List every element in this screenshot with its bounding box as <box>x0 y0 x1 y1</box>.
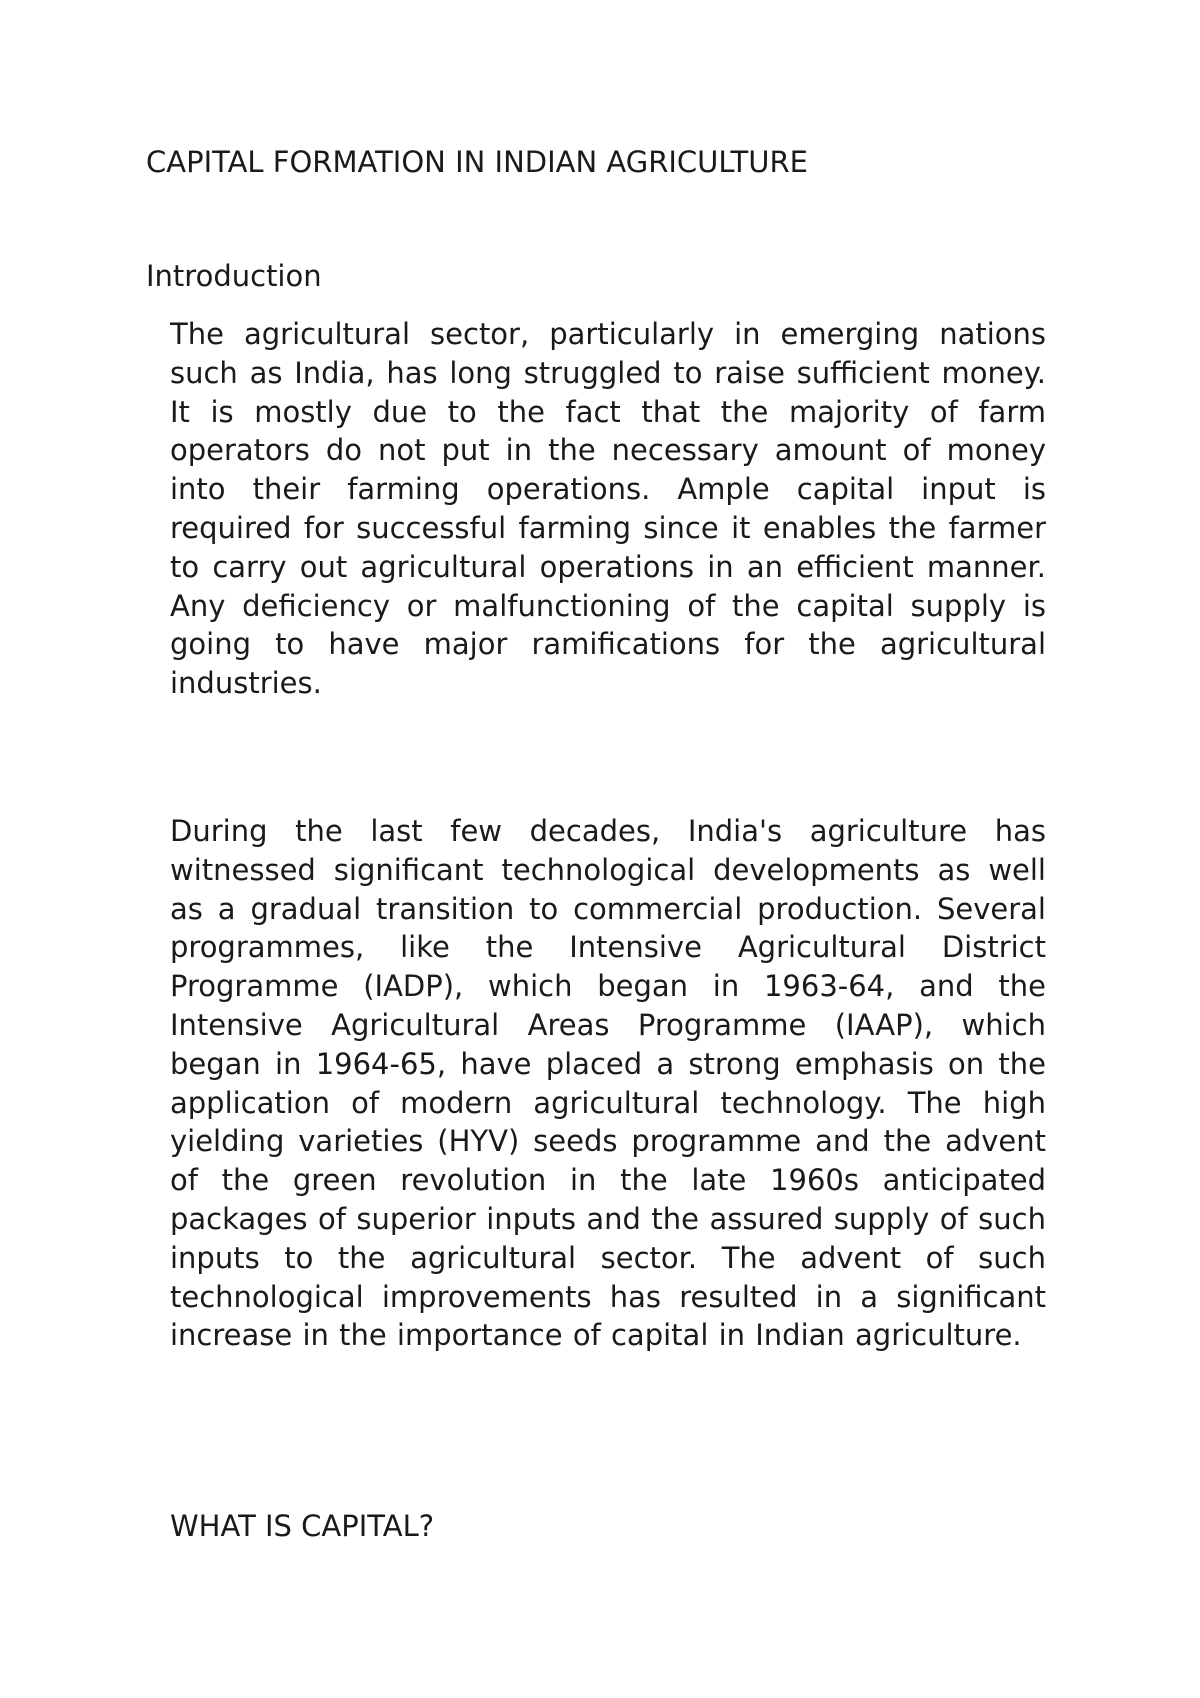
paragraph-2: During the last few decades, India's agriculture has witnessed significant technological developments as well as a gradual transition to commercial production. Several programmes, like the Intensive Agricultural District Programme (IADP), which began in 1963-64, and the Intensive Agricultural Areas Programme (IAAP), which began in 1964-65, have placed a strong emphasis on the application of modern agricultural technology. The high yielding varieties (HYV) seeds programme and the advent of the green revolution in the late 1960s anticipated packages of superior inputs and the assured supply of such inputs to the agricultural sector. The advent of such technological improvements has resulted in a significant increase in the importance of capital in Indian agriculture. <box>170 814 1046 1353</box>
section-heading-introduction: Introduction <box>146 259 322 293</box>
document-title: CAPITAL FORMATION IN INDIAN AGRICULTURE <box>146 145 808 179</box>
paragraph-1: The agricultural sector, particularly in emerging nations such as India, has long struggled to raise sufficient money. It is mostly due to the fact that the majority of farm operators do not put in the necessary amount of money into their farming operations. Ample capital input is required for successful farming since it enables the farmer to carry out agricultural operations in an efficient manner. Any deficiency or malfunctioning of the capital supply is going to have major ramifications for the agricultural industries. <box>170 317 1046 701</box>
sub-heading-what-is-capital: WHAT IS CAPITAL? <box>170 1509 435 1543</box>
